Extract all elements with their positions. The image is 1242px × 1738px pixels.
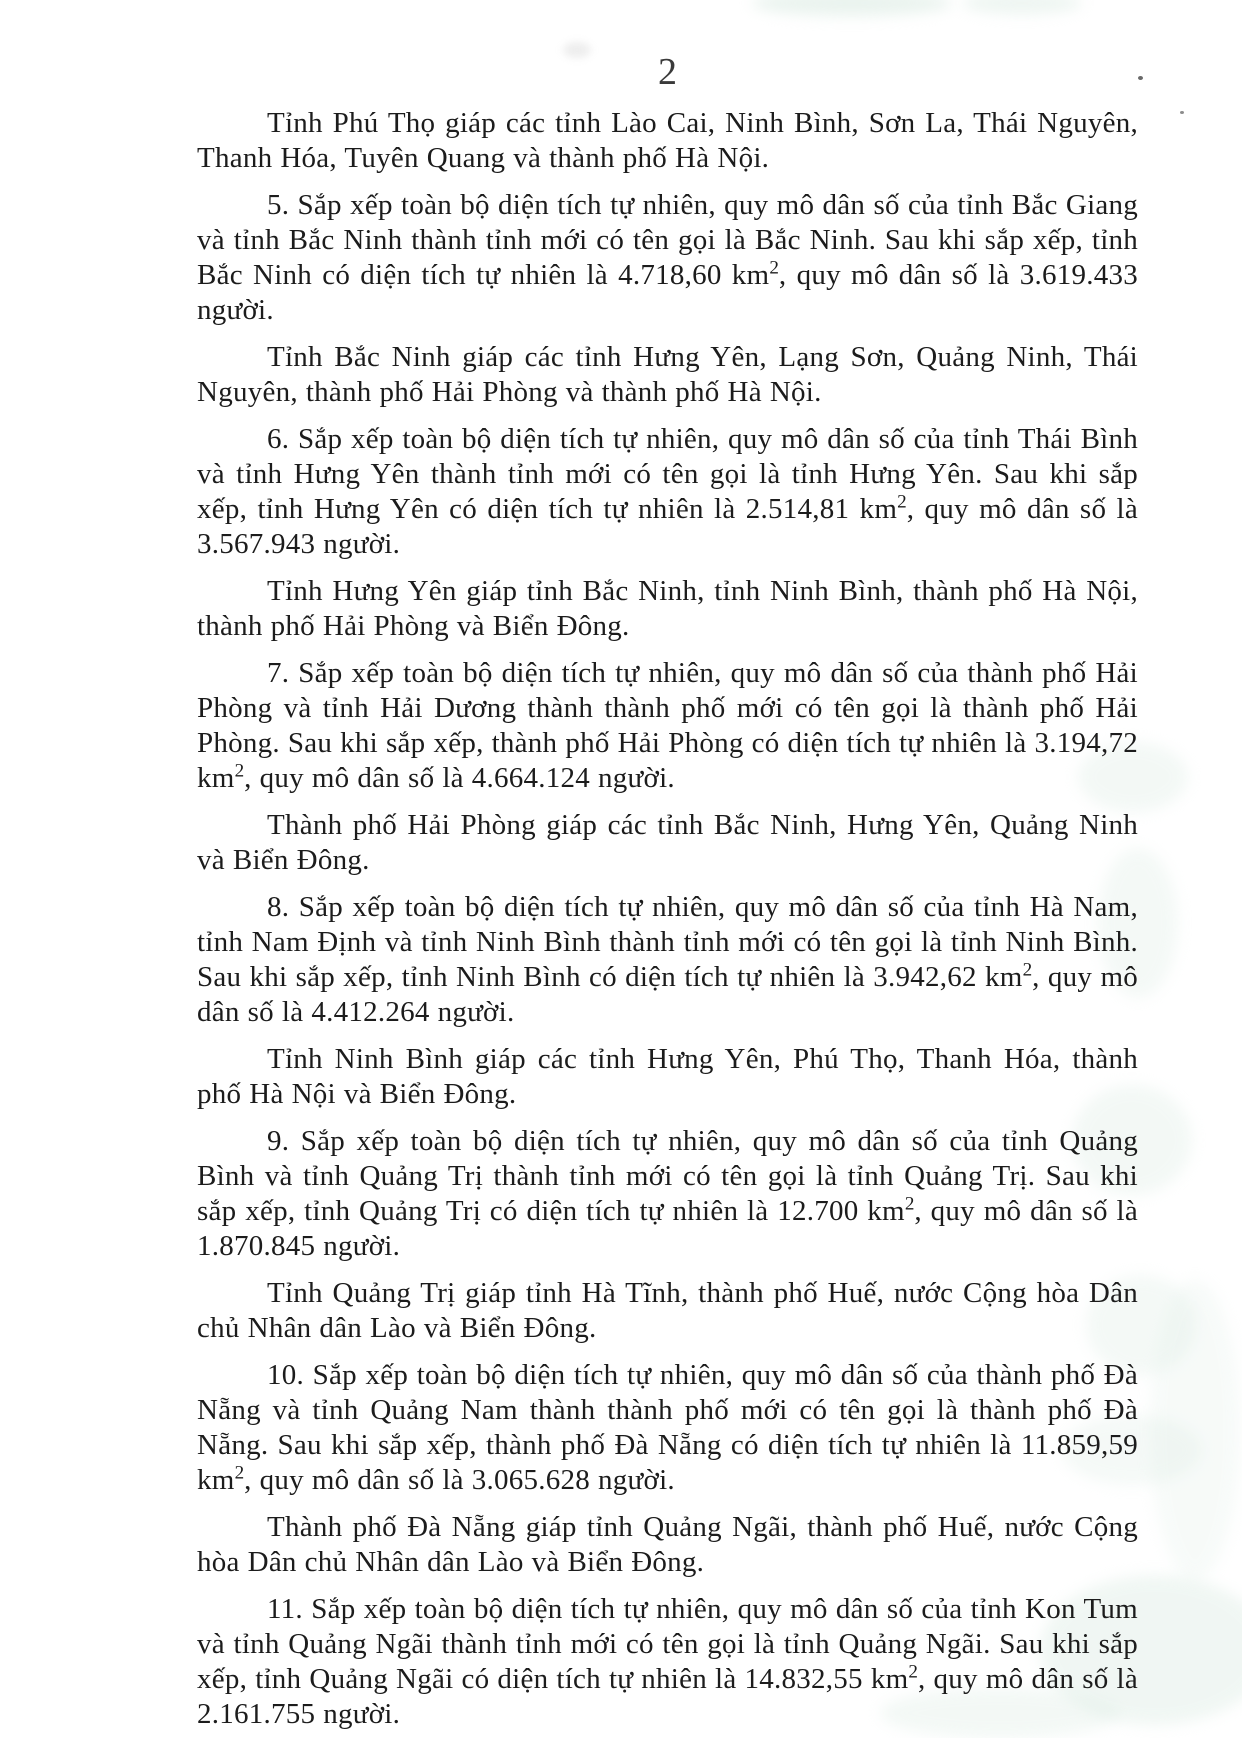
superscript-2: 2: [234, 760, 245, 782]
scan-dot-artifact: [1138, 76, 1143, 80]
scan-dot-artifact: [1180, 111, 1184, 114]
superscript-2: 2: [234, 1462, 245, 1484]
superscript-2: 2: [904, 1193, 915, 1215]
paragraph-12: 10. Sắp xếp toàn bộ diện tích tự nhiên, quy mô dân số của thành phố Đà Nẵng và tỉnh Quảng Nam thành thành phố mới có tên gọi là thành phố Đà Nẵng. Sau khi sắp xếp, thành phố Đà Nẵng có diện tích tự nhiên là 11.859,59 $km^2$, quy mô dân số là 3.065.628 người.: [197, 1359, 1138, 1496]
superscript-2: 2: [1022, 959, 1033, 981]
paragraph-1: Tỉnh Phú Thọ giáp các tỉnh Lào Cai, Ninh Bình, Sơn La, Thái Nguyên, Thanh Hóa, Tuyên Quang và thành phố Hà Nội.: [197, 107, 1138, 174]
paragraph-8: 8. Sắp xếp toàn bộ diện tích tự nhiên, quy mô dân số của tỉnh Hà Nam, tỉnh Nam Định và tỉnh Ninh Bình thành tỉnh mới có tên gọi là tỉnh Ninh Bình. Sau khi sắp xếp, tỉnh Ninh Bình có diện tích tự nhiên là 3.942,62 $km^2$, quy mô dân số là 4.412.264 người.: [197, 891, 1139, 1028]
paragraph-10: 9. Sắp xếp toàn bộ diện tích tự nhiên, quy mô dân số của tỉnh Quảng Bình và tỉnh Quảng Trị thành tỉnh mới có tên gọi là tỉnh Quảng Trị. Sau khi sắp xếp, tỉnh Quảng Trị có diện tích tự nhiên là 12.700 $km^2$, quy mô dân số là 1.870.845 người.: [197, 1125, 1138, 1262]
scan-smudge-artifact: [1150, 1280, 1240, 1580]
paragraph-5: Tỉnh Hưng Yên giáp tỉnh Bắc Ninh, tỉnh Ninh Bình, thành phố Hà Nội, thành phố Hải Phòng và Biển Đông.: [197, 575, 1138, 642]
page-number: 2: [658, 51, 677, 93]
paragraph-6: 7. Sắp xếp toàn bộ diện tích tự nhiên, quy mô dân số của thành phố Hải Phòng và tỉnh Hải Dương thành thành phố mới có tên gọi là thành phố Hải Phòng. Sau khi sắp xếp, thành phố Hải Phòng có diện tích tự nhiên là 3.194,72 $km^2$, quy mô dân số là 4.664.124 người.: [197, 657, 1138, 794]
paragraph-13: Thành phố Đà Nẵng giáp tỉnh Quảng Ngãi, thành phố Huế, nước Cộng hòa Dân chủ Nhân dân Lào và Biển Đông.: [197, 1511, 1138, 1578]
paragraph-9: Tỉnh Ninh Bình giáp các tỉnh Hưng Yên, Phú Thọ, Thanh Hóa, thành phố Hà Nội và Biển Đông.: [197, 1043, 1138, 1110]
document-body: [197, 106, 1138, 1732]
paragraph-4: 6. Sắp xếp toàn bộ diện tích tự nhiên, quy mô dân số của tỉnh Thái Bình và tỉnh Hưng Yên thành tỉnh mới có tên gọi là tỉnh Hưng Yên. Sau khi sắp xếp, tỉnh Hưng Yên có diện tích tự nhiên là 2.514,81 $km^2$, quy mô dân số là 3.567.943 người.: [197, 423, 1138, 560]
superscript-2: 2: [769, 257, 779, 279]
superscript-2: 2: [897, 491, 907, 513]
scan-wisp-artifact: [563, 42, 591, 58]
superscript-2: 2: [908, 1661, 918, 1683]
paragraph-14: 11. Sắp xếp toàn bộ diện tích tự nhiên, quy mô dân số của tỉnh Kon Tum và tỉnh Quảng Ngãi thành tỉnh mới có tên gọi là tỉnh Quảng Ngãi. Sau khi sắp xếp, tỉnh Quảng Ngãi có diện tích tự nhiên là 14.832,55 $km^2$, quy mô dân số là 2.161.755 người.: [197, 1593, 1138, 1730]
scan-smudge-artifact: [962, 0, 1082, 14]
scan-smudge-artifact: [752, 0, 952, 16]
paragraph-7: Thành phố Hải Phòng giáp các tỉnh Bắc Ninh, Hưng Yên, Quảng Ninh và Biển Đông.: [197, 809, 1138, 876]
paragraph-3: Tỉnh Bắc Ninh giáp các tỉnh Hưng Yên, Lạng Sơn, Quảng Ninh, Thái Nguyên, thành phố Hải Phòng và thành phố Hà Nội.: [197, 341, 1138, 408]
paragraph-2: 5. Sắp xếp toàn bộ diện tích tự nhiên, quy mô dân số của tỉnh Bắc Giang và tỉnh Bắc Ninh thành tỉnh mới có tên gọi là Bắc Ninh. Sau khi sắp xếp, tỉnh Bắc Ninh có diện tích tự nhiên là 4.718,60 $km^2$, quy mô dân số là 3.619.433 người.: [197, 189, 1138, 326]
paragraph-11: Tỉnh Quảng Trị giáp tỉnh Hà Tĩnh, thành phố Huế, nước Cộng hòa Dân chủ Nhân dân Lào và Biển Đông.: [197, 1277, 1138, 1344]
